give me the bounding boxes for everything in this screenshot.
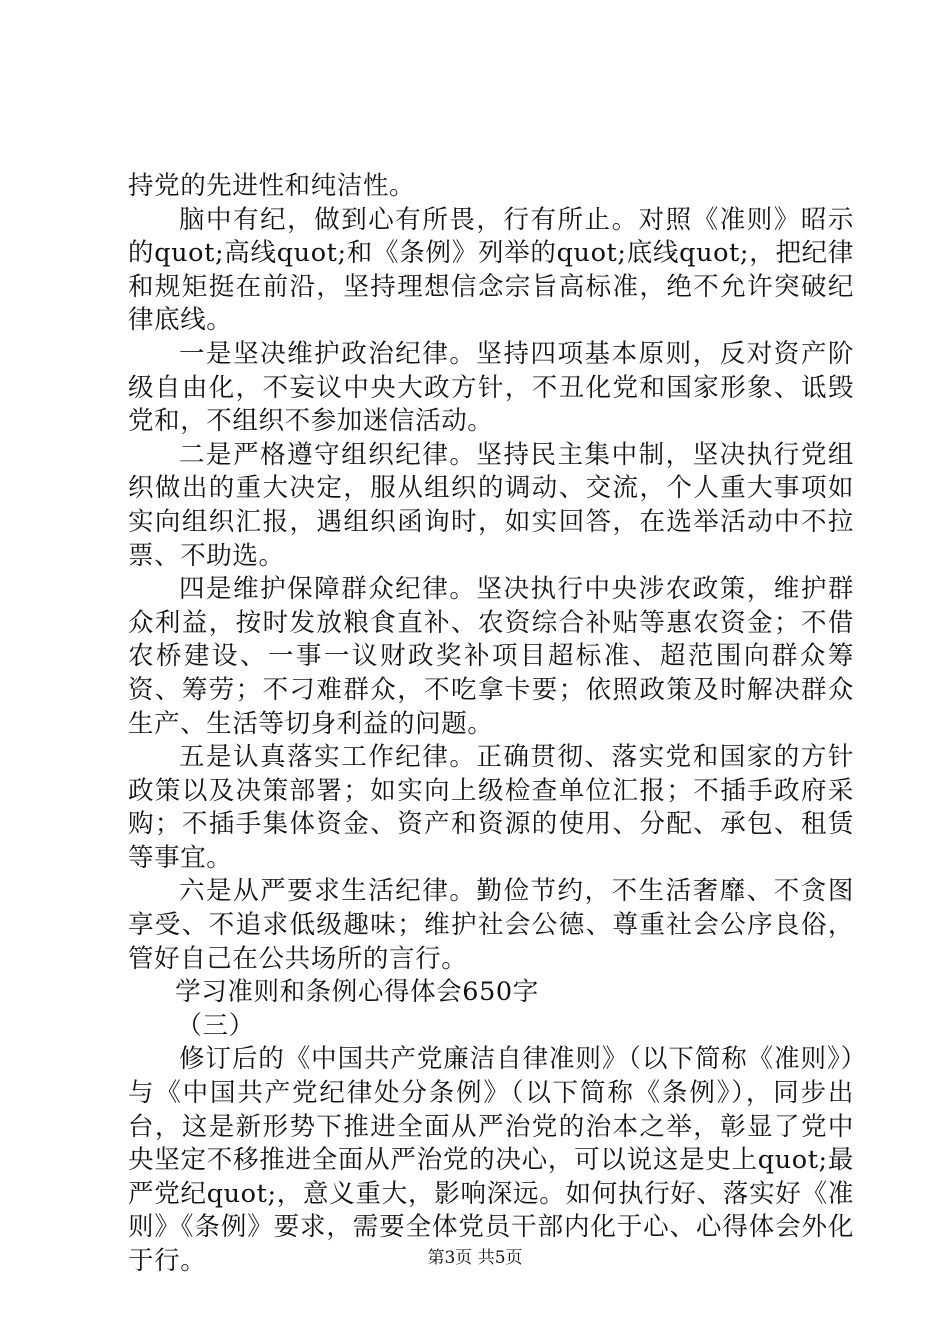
paragraph-1: 持党的先进性和纯洁性。	[128, 171, 416, 201]
page-footer	[0, 1247, 950, 1269]
section-heading: 学习准则和条例心得体会650字	[175, 977, 539, 1008]
paragraph-3: 一是坚决维护政治纪律。坚持四项基本原则，反对资产阶级自由化，不妄议中央大政方针，不丑化党和国家形象、诋毁党和，不组织不参加迷信活动。	[128, 338, 854, 437]
paragraph-2: 脑中有纪，做到心有所畏，行有所止。对照《准则》昭示的quot;高线quot;和《条例》列举的quot;底线quot;，把纪律和规矩挺在前沿，坚持理想信念宗旨高标准，绝不允许突破纪律底线。	[128, 204, 854, 336]
page-number: 第3页 共5页	[427, 1248, 523, 1268]
paragraph-5: 四是维护保障群众纪律。坚决执行中央涉农政策，维护群众利益，按时发放粮食直补、农资综合补贴等惠农资金；不借农桥建设、一事一议财政奖补项目超标准、超范围向群众筹资、筹劳；不刁难群众，不吃拿卡要；依照政策及时解决群众生产、生活等切身利益的问题。	[128, 574, 854, 739]
closing-paragraph: 修订后的《中国共产党廉洁自律准则》（以下简称《准则》）与《中国共产党纪律处分条例》（以下简称《条例》），同步出台，这是新形势下推进全面从严治党的治本之举，彰显了党中央坚定不移推进全面从严治党的决心，可以说这是史上quot;最严党纪quot;，意义重大，影响深远。如何执行好、落实好《准则》《条例》要求，需要全体党员干部内化于心、心得体会外化于行。	[128, 1044, 854, 1276]
document-body	[128, 170, 854, 1279]
paragraph-7: 六是从严要求生活纪律。勤俭节约，不生活奢靡、不贪图享受、不追求低级趣味；维护社会公德、尊重社会公序良俗，管好自己在公共场所的言行。	[128, 876, 854, 974]
paragraph-6: 五是认真落实工作纪律。正确贯彻、落实党和国家的方针政策以及决策部署；如实向上级检查单位汇报；不插手政府采购；不插手集体资金、资产和资源的使用、分配、承包、租赁等事宜。	[128, 742, 854, 873]
section-subheading: （三）	[176, 1010, 255, 1041]
paragraph-4: 二是严格遵守组织纪律。坚持民主集中制，坚决执行党组织做出的重大决定，服从组织的调动、交流，个人重大事项如实向组织汇报，遇组织函询时，如实回答，在选举活动中不拉票、不助选。	[128, 439, 854, 571]
